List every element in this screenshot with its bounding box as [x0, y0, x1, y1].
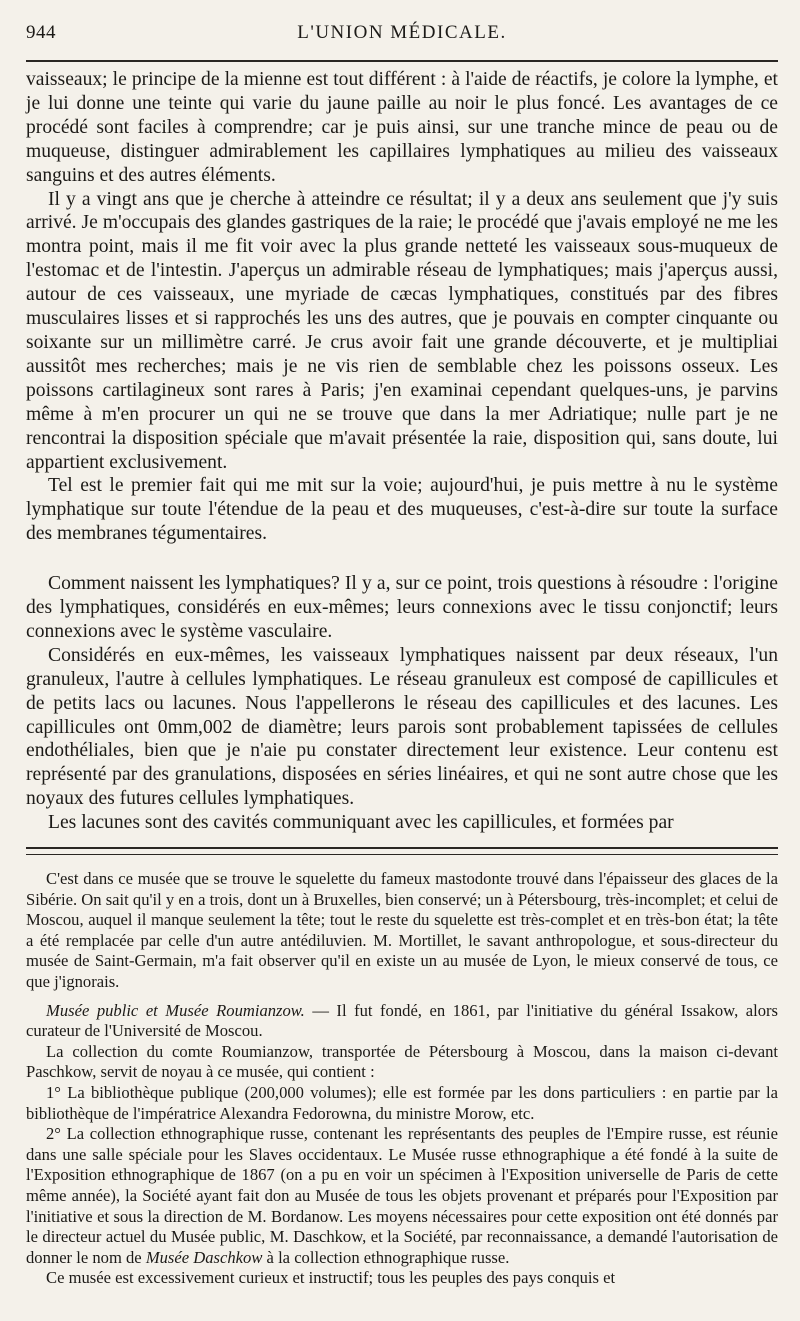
- footnote-paragraph: C'est dans ce musée que se trouve le squelette du fameux mastodonte trouvé dans l'épaisseur des glaces de la Sibérie. On sait qu'il y en a trois, dont un à Bruxelles, bien conservé; un à Pétersbourg, très-incomplet; et celui de Moscou, auquel il manque seulement la tête; tout le reste du squelette est très-complet et en très-bon état; la tête a été remplacée par celle d'un autre antédiluvien. M. Mortillet, le savant anthropologue, et sous-directeur du musée de Saint-Germain, m'a fait observer qu'il en existe un au musée de Lyon, le mieux conservé de tous, ce que j'ignorais.: [26, 869, 778, 992]
- footnote-italic-name: Musée Daschkow: [145, 1247, 263, 1267]
- body-paragraph: Tel est le premier fait qui me mit sur la voie; aujourd'hui, je puis mettre à nu le système lymphatique sur toute l'étendue de la peau et des muqueuses, c'est-à-dire sur toute la surface des membranes tégumentaires.: [26, 475, 778, 545]
- body-paragraph: vaisseaux; le principe de la mienne est tout différent : à l'aide de réactifs, je colore la lymphe, et je lui donne une teinte qui varie du jaune paille au noir le plus foncé. Les avantages de ce procédé sont faciles à comprendre; car je puis ainsi, sur une tranche mince de peau ou de muqueuse, distinguer admirablement les capillaires lymphatiques au milieu des vaisseaux sanguins et des autres éléments.: [26, 69, 778, 186]
- footnote-paragraph: [26, 1124, 778, 1268]
- body-paragraph: Il y a vingt ans que je cherche à atteindre ce résultat; il y a deux ans seulement que j'y suis arrivé. Je m'occupais des glandes gastriques de la raie; le procédé que j'avais employé ne me les montra point, mais il me fit voir avec la plus grande netteté les vaisseaux sous-muqueux de l'estomac et de l'intestin. J'aperçus un admirable réseau de lymphatiques; mais j'aperçus aussi, autour de ces vaisseaux, une myriade de cæcas lymphatiques, constitués par des fibres musculaires lisses et si rapprochés les uns des autres, que je pouvais en compter cinquante ou soixante sur un millimètre carré. Je crus avoir fait une grande découverte, et je multipliai aussitôt mes recherches; mais je ne vis rien de semblable chez les poissons osseux. Les poissons cartilagineux sont rares à Paris; j'en examinai cependant quelques-uns, je parvins même à m'en procurer un qui ne se trouve que dans la mer Adriatique; nulle part je ne rencontrai la disposition spéciale que m'avait présentée la raie, disposition qui, sans doute, lui appartient exclusivement.: [26, 188, 778, 473]
- header-rule: [26, 60, 778, 62]
- footnote-text: 2° La collection ethnographique russe, contenant les représentants des peuples de l'Empire russe, est réunie dans une salle spéciale pour les Slaves occidentaux. Le Musée russe ethnographique a été fondé à la suite de l'Exposition ethnographique de 1867 (on a pu en voir un spécimen à l'Exposition universelle de Paris de cette même année), la Société ayant fait don au Musée de tous les objets provenant et préparés pour l'Exposition par l'initiative et sous la direction de M. Bordanow. Les moyens nécessaires pour cette exposition ont été donnés par le directeur actuel du Musée public, M. Daschkow, et la Société, par reconnaissance, a demandé l'autorisation de donner le nom de: [26, 1124, 778, 1267]
- footnote-paragraph: [26, 1001, 778, 1042]
- footnote-paragraph: 1° La bibliothèque publique (200,000 volumes); elle est formée par les dons particuliers : en partie par la bibliothèque de l'impératrice Alexandra Fedorowna, du ministre Morow, etc.: [26, 1083, 778, 1123]
- body-paragraph: Considérés en eux-mêmes, les vaisseaux lymphatiques naissent par deux réseaux, l'un granuleux, l'autre à cellules lymphatiques. Le réseau granuleux est composé de capillicules et de petits lacs ou lacunes. Nous l'appellerons le réseau des capillicules et des lacunes. Les capillicules ont 0mm,002 de diamètre; leurs parois sont probablement tapissées de cellules endothéliales, bien que je n'aie pu constater directement leur existence. Leur contenu est représenté par des granulations, disposées en séries linéaires, et qui ne sont autre chose que les noyaux des futures cellules lymphatiques.: [26, 644, 778, 810]
- footnote: [26, 869, 778, 1289]
- footnote-text: — Il fut fondé, en 1861, par l'initiative du général Issakow, alors curateur de l'Université de Moscou.: [26, 1000, 778, 1041]
- main-text: [26, 68, 778, 835]
- body-paragraph: Les lacunes sont des cavités communiquant avec les capillicules, et formées par: [48, 812, 674, 834]
- footnote-separator: [26, 847, 778, 855]
- footnote-paragraph: Ce musée est excessivement curieux et instructif; tous les peuples des pays conquis et: [46, 1268, 616, 1288]
- body-paragraph: Comment naissent les lymphatiques? Il y a, sur ce point, trois questions à résoudre : l'origine des lymphatiques, considérés en eux-mêmes; leurs connexions avec le tissu conjonctif; leurs connexions avec le système vasculaire.: [26, 573, 778, 642]
- footnote-paragraph: La collection du comte Roumianzow, transportée de Pétersbourg à Moscou, dans la maison ci-devant Paschkow, servit de noyau à ce musée, qui contient :: [26, 1041, 778, 1082]
- footnote-italic-heading: Musée public et Musée Roumianzow.: [46, 1000, 305, 1020]
- page-number: 944: [26, 22, 56, 43]
- page-header: [26, 18, 778, 52]
- running-title: L'UNION MÉDICALE.: [297, 22, 507, 43]
- footnote-text: à la collection ethnographique russe.: [262, 1247, 510, 1267]
